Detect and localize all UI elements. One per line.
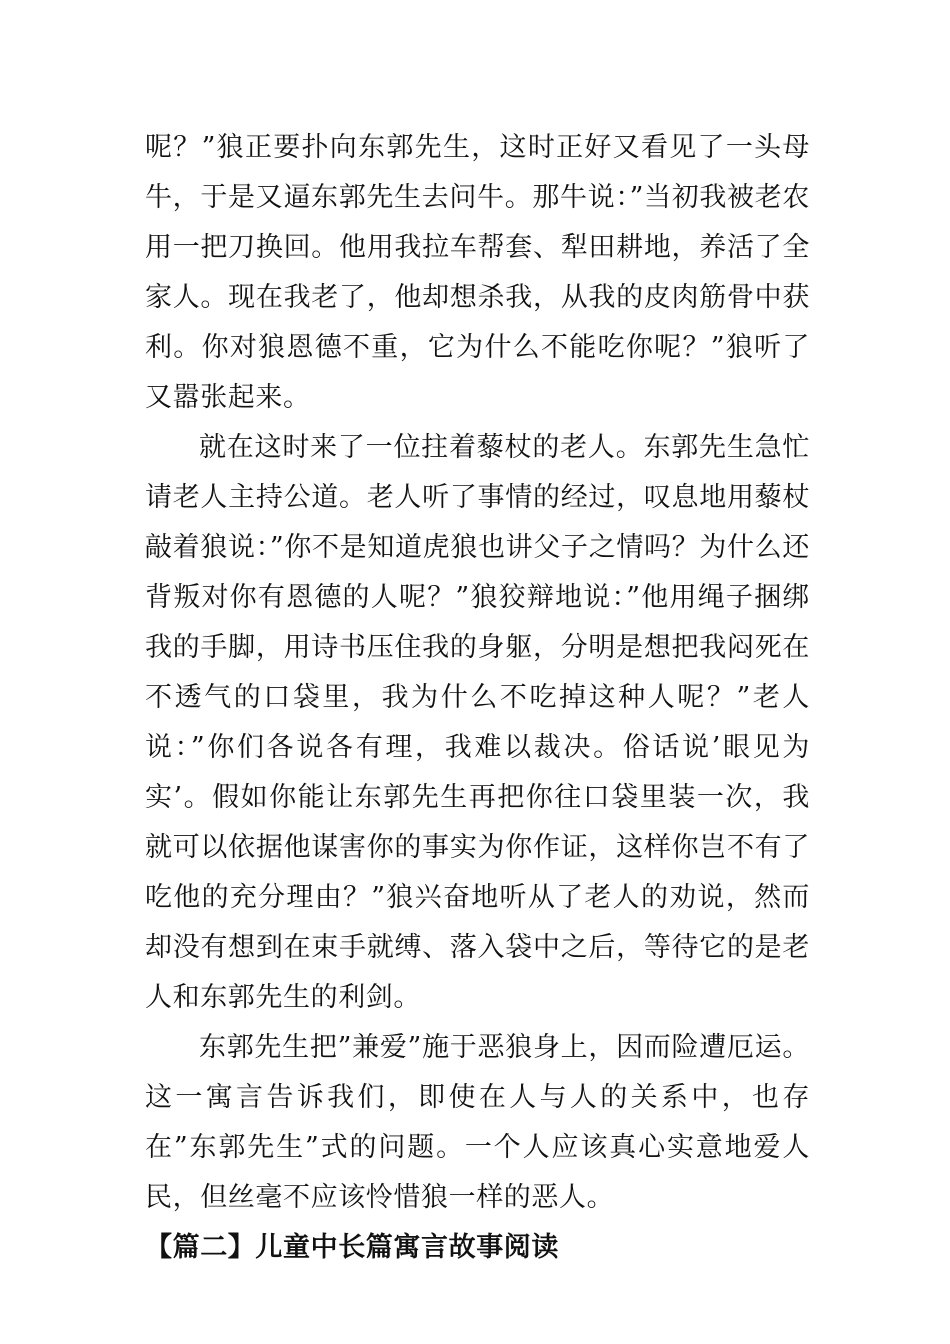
paragraph-1: 呢？”狼正要扑向东郭先生，这时正好又看见了一头母牛，于是又逼东郭先生去问牛。那牛说：”当初我被老农用一把刀换回。他用我拉车帮套、犁田耕地，养活了全家人。现在我老了，他却想杀我，从我的皮肉筋骨中获利。你对狼恩德不重，它为什么不能吃你呢？”狼听了又嚣张起来。 xyxy=(145,132,810,413)
paragraph-2: 就在这时来了一位拄着藜杖的老人。东郭先生急忙请老人主持公道。老人听了事情的经过，叹息地用藜杖敲着狼说：”你不是知道虎狼也讲父子之情吗？为什么还背叛对你有恩德的人呢？”狼狡辩地说：”他用绳子捆绑我的手脚，用诗书压住我的身躯，分明是想把我闷死在不透气的口袋里，我为什么不吃掉这种人呢？”老人说：”你们各说各有理，我难以裁决。俗话说’眼见为实’。假如你能让东郭先生再把你往口袋里装一次，我就可以依据他谋害你的事实为你作证，这样你岂不有了吃他的充分理由？”狼兴奋地听从了老人的劝说，然而却没有想到在束手就缚、落入袋中之后，等待它的是老人和东郭先生的利剑。 xyxy=(145,432,810,1013)
document-page xyxy=(145,123,810,1273)
section-heading: 【篇二】儿童中长篇寓言故事阅读 xyxy=(145,1232,559,1263)
paragraph-3: 东郭先生把”兼爱”施于恶狼身上，因而险遭厄运。这一寓言告诉我们，即使在人与人的关系中，也存在”东郭先生”式的问题。一个人应该真心实意地爱人民，但丝毫不应该怜惜狼一样的恶人。 xyxy=(145,1032,810,1213)
